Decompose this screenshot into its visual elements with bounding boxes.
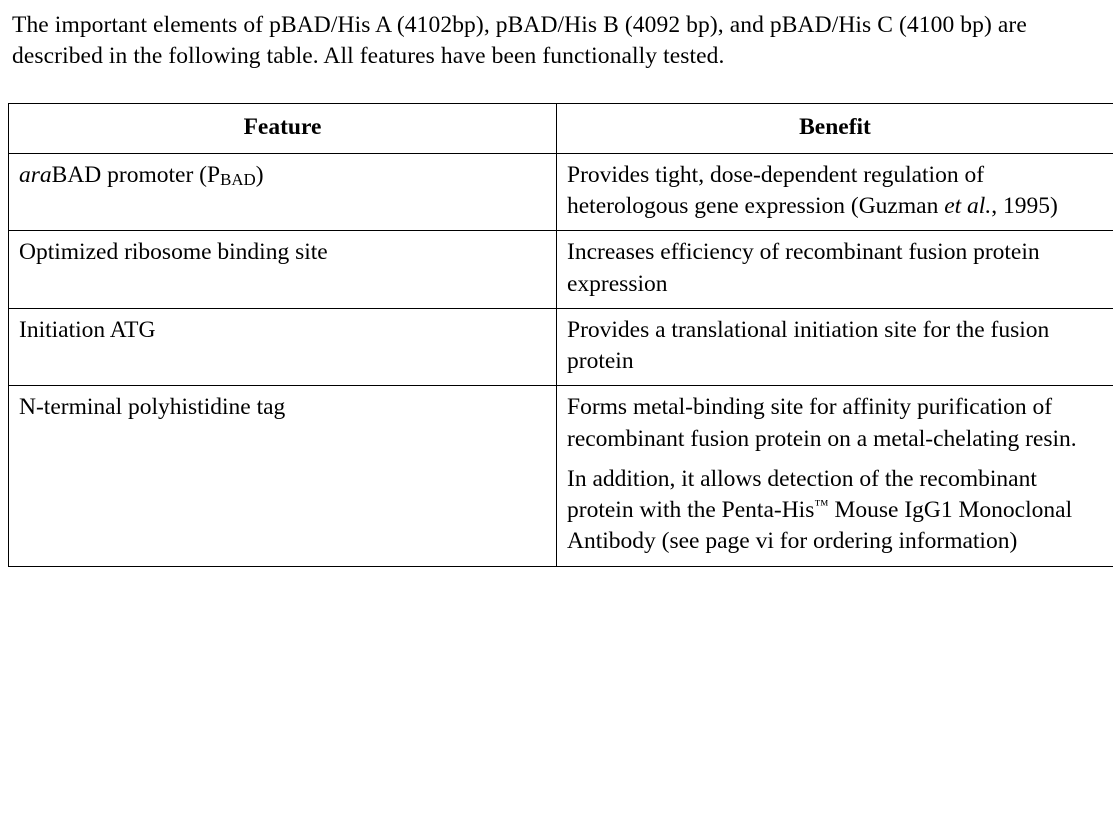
feature-text: Initiation ATG <box>19 316 156 343</box>
feature-cell <box>9 308 557 386</box>
feature-benefit-table <box>8 103 1113 567</box>
benefit-text: Forms metal-binding site for affinity purification of recombinant fusion protein on a metal-chelating resin. <box>567 394 1077 452</box>
table-row <box>9 231 1113 309</box>
column-header-feature: Feature <box>9 103 557 153</box>
feature-text <box>19 160 546 192</box>
intro-text: The important elements of pBAD/His A (4102bp), pBAD/His B (4092 bp), and pBAD/His C (4100 bp) are described in the following table. All features have been functionally tested. <box>12 12 1027 70</box>
benefit-text: Provides a translational initiation site for the fusion protein <box>567 316 1050 374</box>
feature-cell <box>9 153 557 231</box>
benefit-cell <box>557 308 1113 386</box>
feature-cell <box>9 231 557 309</box>
benefit-cell <box>557 153 1113 231</box>
table-row <box>9 386 1113 566</box>
feature-main-text: BAD promoter (P <box>51 161 221 188</box>
table-row <box>9 153 1113 231</box>
table-row <box>9 308 1113 386</box>
feature-subscript: BAD <box>220 169 256 189</box>
feature-text: Optimized ribosome binding site <box>19 239 328 266</box>
benefit-text: Provides tight, dose-dependent regulation of heterologous gene expression (Guzman et al., 1995) <box>567 161 1058 219</box>
column-header-benefit: Benefit <box>557 103 1113 153</box>
benefit-text: Increases efficiency of recombinant fusion protein expression <box>567 239 1040 297</box>
table-header-row <box>9 103 1113 153</box>
feature-cell <box>9 386 557 566</box>
benefit-text-secondary: In addition, it allows detection of the recombinant protein with the Penta-His™ Mouse IgG1 Monoclonal Antibody (see page vi for ordering information) <box>567 465 1073 555</box>
feature-text: N-terminal polyhistidine tag <box>19 394 286 421</box>
intro-paragraph <box>12 10 1113 73</box>
feature-suffix: ) <box>255 161 264 188</box>
benefit-cell <box>557 231 1113 309</box>
benefit-cell <box>557 386 1113 566</box>
feature-italic-prefix: ara <box>19 161 52 188</box>
